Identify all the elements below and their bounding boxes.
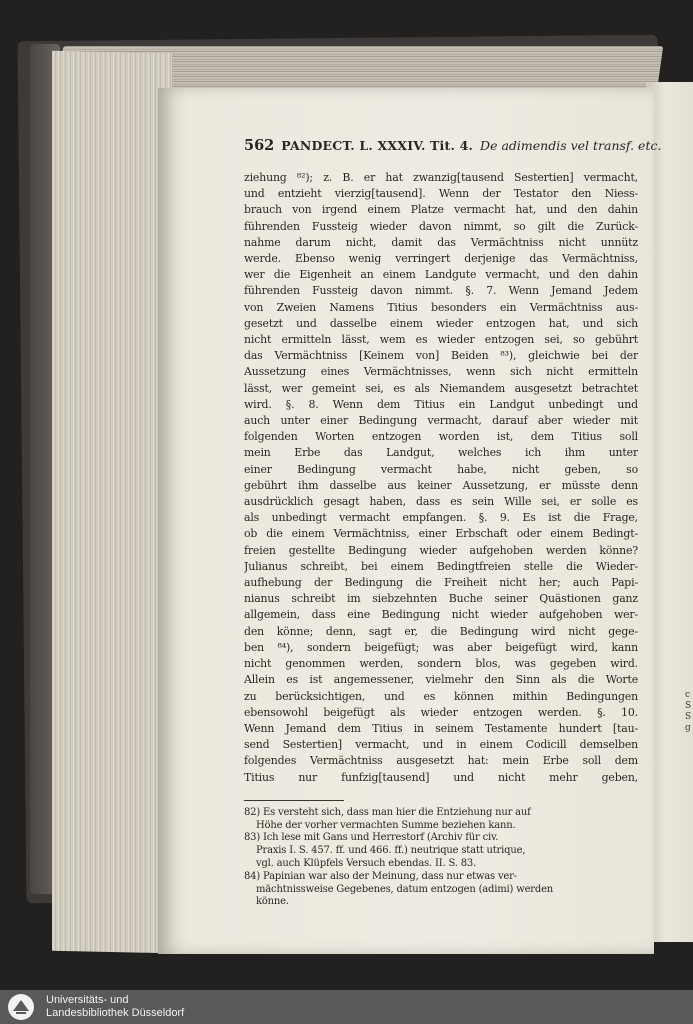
footnote-line: 84) Papinian war also der Meinung, dass nur etwas ver- bbox=[244, 870, 517, 882]
text-line: von Zweien Namens Titius besonders ein Vermächtniss aus- bbox=[244, 300, 638, 314]
text-line: und entzieht vierzig[tausend]. Wenn der Testator den Niess- bbox=[244, 187, 638, 201]
library-logo-icon bbox=[6, 992, 36, 1022]
facing-page-letters: c S S g bbox=[685, 690, 692, 733]
text-line: ebensowohl beigefügt als wieder entzogen werden. §. 10. bbox=[244, 705, 638, 719]
footnote-line: Höhe der vorher vermachten Summe beziehen kann. bbox=[256, 819, 516, 831]
footnote-line: vgl. auch Klüpfels Versuch ebendas. II. S. 83. bbox=[256, 857, 477, 869]
text-line: zu berücksichtigen, und es können mithin Bedingungen bbox=[244, 689, 638, 703]
text-line: gesetzt und dasselbe einem wieder entzogen hat, und sich bbox=[244, 316, 638, 330]
text-line: Aussetzung eines Vermächtnisses, wenn sich nicht ermitteln bbox=[244, 365, 638, 379]
text-line: mein Erbe das Landgut, welches ich ihm unter bbox=[244, 446, 638, 460]
text-line: Julianus schreibt, bei einem Bedingtfreien stelle die Wieder- bbox=[244, 559, 638, 573]
text-line: führenden Fussteig davon nimmt. §. 7. Wenn Jemand Jedem bbox=[244, 284, 638, 298]
text-line: Allein es ist angemessener, vielmehr den Sinn als die Worte bbox=[244, 673, 638, 687]
text-line: send Sestertien] vermacht, und in einem Codicill demselben bbox=[244, 738, 638, 752]
page-content bbox=[244, 137, 662, 909]
text-line: den könne; denn, sagt er, die Bedingung wird nicht gege- bbox=[244, 624, 638, 638]
text-line: brauch von irgend einem Platze vermacht hat, und den dahin bbox=[244, 203, 638, 217]
text-line: wer die Eigenheit an einem Landgute vermacht, und den dahin bbox=[244, 268, 638, 282]
body-text bbox=[244, 170, 638, 786]
footnote-line: Praxis I. S. 457. ff. und 466. ff.) neutrique statt utrique, bbox=[256, 845, 526, 857]
library-name-line1: Universitäts- und bbox=[46, 994, 129, 1006]
footnote-line: 83) Ich lese mit Gans und Herrestorf (Archiv für civ. bbox=[244, 832, 499, 844]
library-name bbox=[46, 994, 184, 1020]
text-line: nianus schreibt im siebzehnten Buche seiner Quästionen ganz bbox=[244, 592, 638, 606]
footnote-line: könne. bbox=[256, 896, 289, 908]
footnote-line: mächtnissweise Gegebenes, datum entzogen (adimi) werden bbox=[256, 883, 554, 895]
text-line: auch unter einer Bedingung vermacht, darauf aber wieder mit bbox=[244, 414, 638, 428]
text-line: werde. Ebenso wenig verringert derjenige das Vermächtniss, bbox=[244, 252, 638, 266]
text-line: folgendes Vermächtniss ausgesetzt hat: mein Erbe soll dem bbox=[244, 754, 638, 768]
text-line: folgenden Worten entzogen worden ist, dem Titius soll bbox=[244, 430, 638, 444]
text-line: freien gestellte Bedingung wieder aufgehoben werden könne? bbox=[244, 543, 638, 557]
page-number: 562 bbox=[244, 137, 275, 154]
text-line: aufhebung der Bedingung die Freiheit nicht her; auch Papi- bbox=[244, 576, 638, 590]
text-line: gebührt ihm dasselbe aus keiner Aussetzung, er müsste denn bbox=[244, 478, 638, 492]
footnote-rule bbox=[244, 800, 344, 801]
footnote-line: 82) Es versteht sich, dass man hier die Entziehung nur auf bbox=[244, 806, 531, 818]
library-name-line2: Landesbibliothek Düsseldorf bbox=[46, 1007, 185, 1019]
library-footer bbox=[0, 990, 693, 1024]
text-line: nicht ermitteln lässt, wem es wieder entzogen sei, so gebührt bbox=[244, 333, 638, 347]
text-line: nahme darum nicht, damit das Vermächtniss nicht unnütz bbox=[244, 235, 638, 249]
text-line: nicht genommen werden, sondern blos, was gegeben wird. bbox=[244, 657, 638, 671]
text-line: ziehung ⁸²); z. B. er hat zwanzig[tausend Sestertien] vermacht, bbox=[244, 171, 638, 184]
footnotes bbox=[244, 807, 638, 909]
text-line: allgemein, dass eine Bedingung nicht wieder aufgehoben wer- bbox=[244, 608, 638, 622]
text-line: Titius nur funfzig[tausend] und nicht mehr geben, bbox=[244, 770, 638, 784]
running-title: De adimendis vel transf. etc. bbox=[480, 138, 662, 153]
text-line: ausdrücklich gesagt haben, dass es sein Wille sei, er solle es bbox=[244, 495, 638, 509]
text-line: als unbedingt vermacht empfangen. §. 9. Es ist die Frage, bbox=[244, 511, 638, 525]
text-line: einer Bedingung vermacht habe, nicht geben, so bbox=[244, 462, 638, 476]
page-edges-left bbox=[52, 51, 172, 954]
text-line: ob die einem Vermächtniss, einer Erbschaft oder einem Bedingt- bbox=[244, 527, 638, 541]
text-line: wird. §. 8. Wenn dem Titius ein Landgut unbedingt und bbox=[244, 397, 638, 411]
running-head: PANDECT. L. XXXIV. Tit. 4. bbox=[281, 138, 474, 153]
text-line: ben ⁸⁴), sondern beigefügt; was aber beigefügt wird, kann bbox=[244, 640, 638, 654]
text-line: das Vermächtniss [Keinem von] Beiden ⁸³), gleichwie bei der bbox=[244, 349, 638, 363]
book-page bbox=[158, 88, 662, 954]
text-line: führenden Fussteig wieder davon nimmt, so gilt die Zurück- bbox=[244, 219, 638, 233]
text-line: lässt, wer gemeint sei, es als Niemandem ausgesetzt betrachtet bbox=[244, 381, 638, 395]
text-line: Wenn Jemand dem Titius in seinem Testamente hundert [tau- bbox=[244, 721, 638, 735]
running-header bbox=[244, 137, 662, 154]
